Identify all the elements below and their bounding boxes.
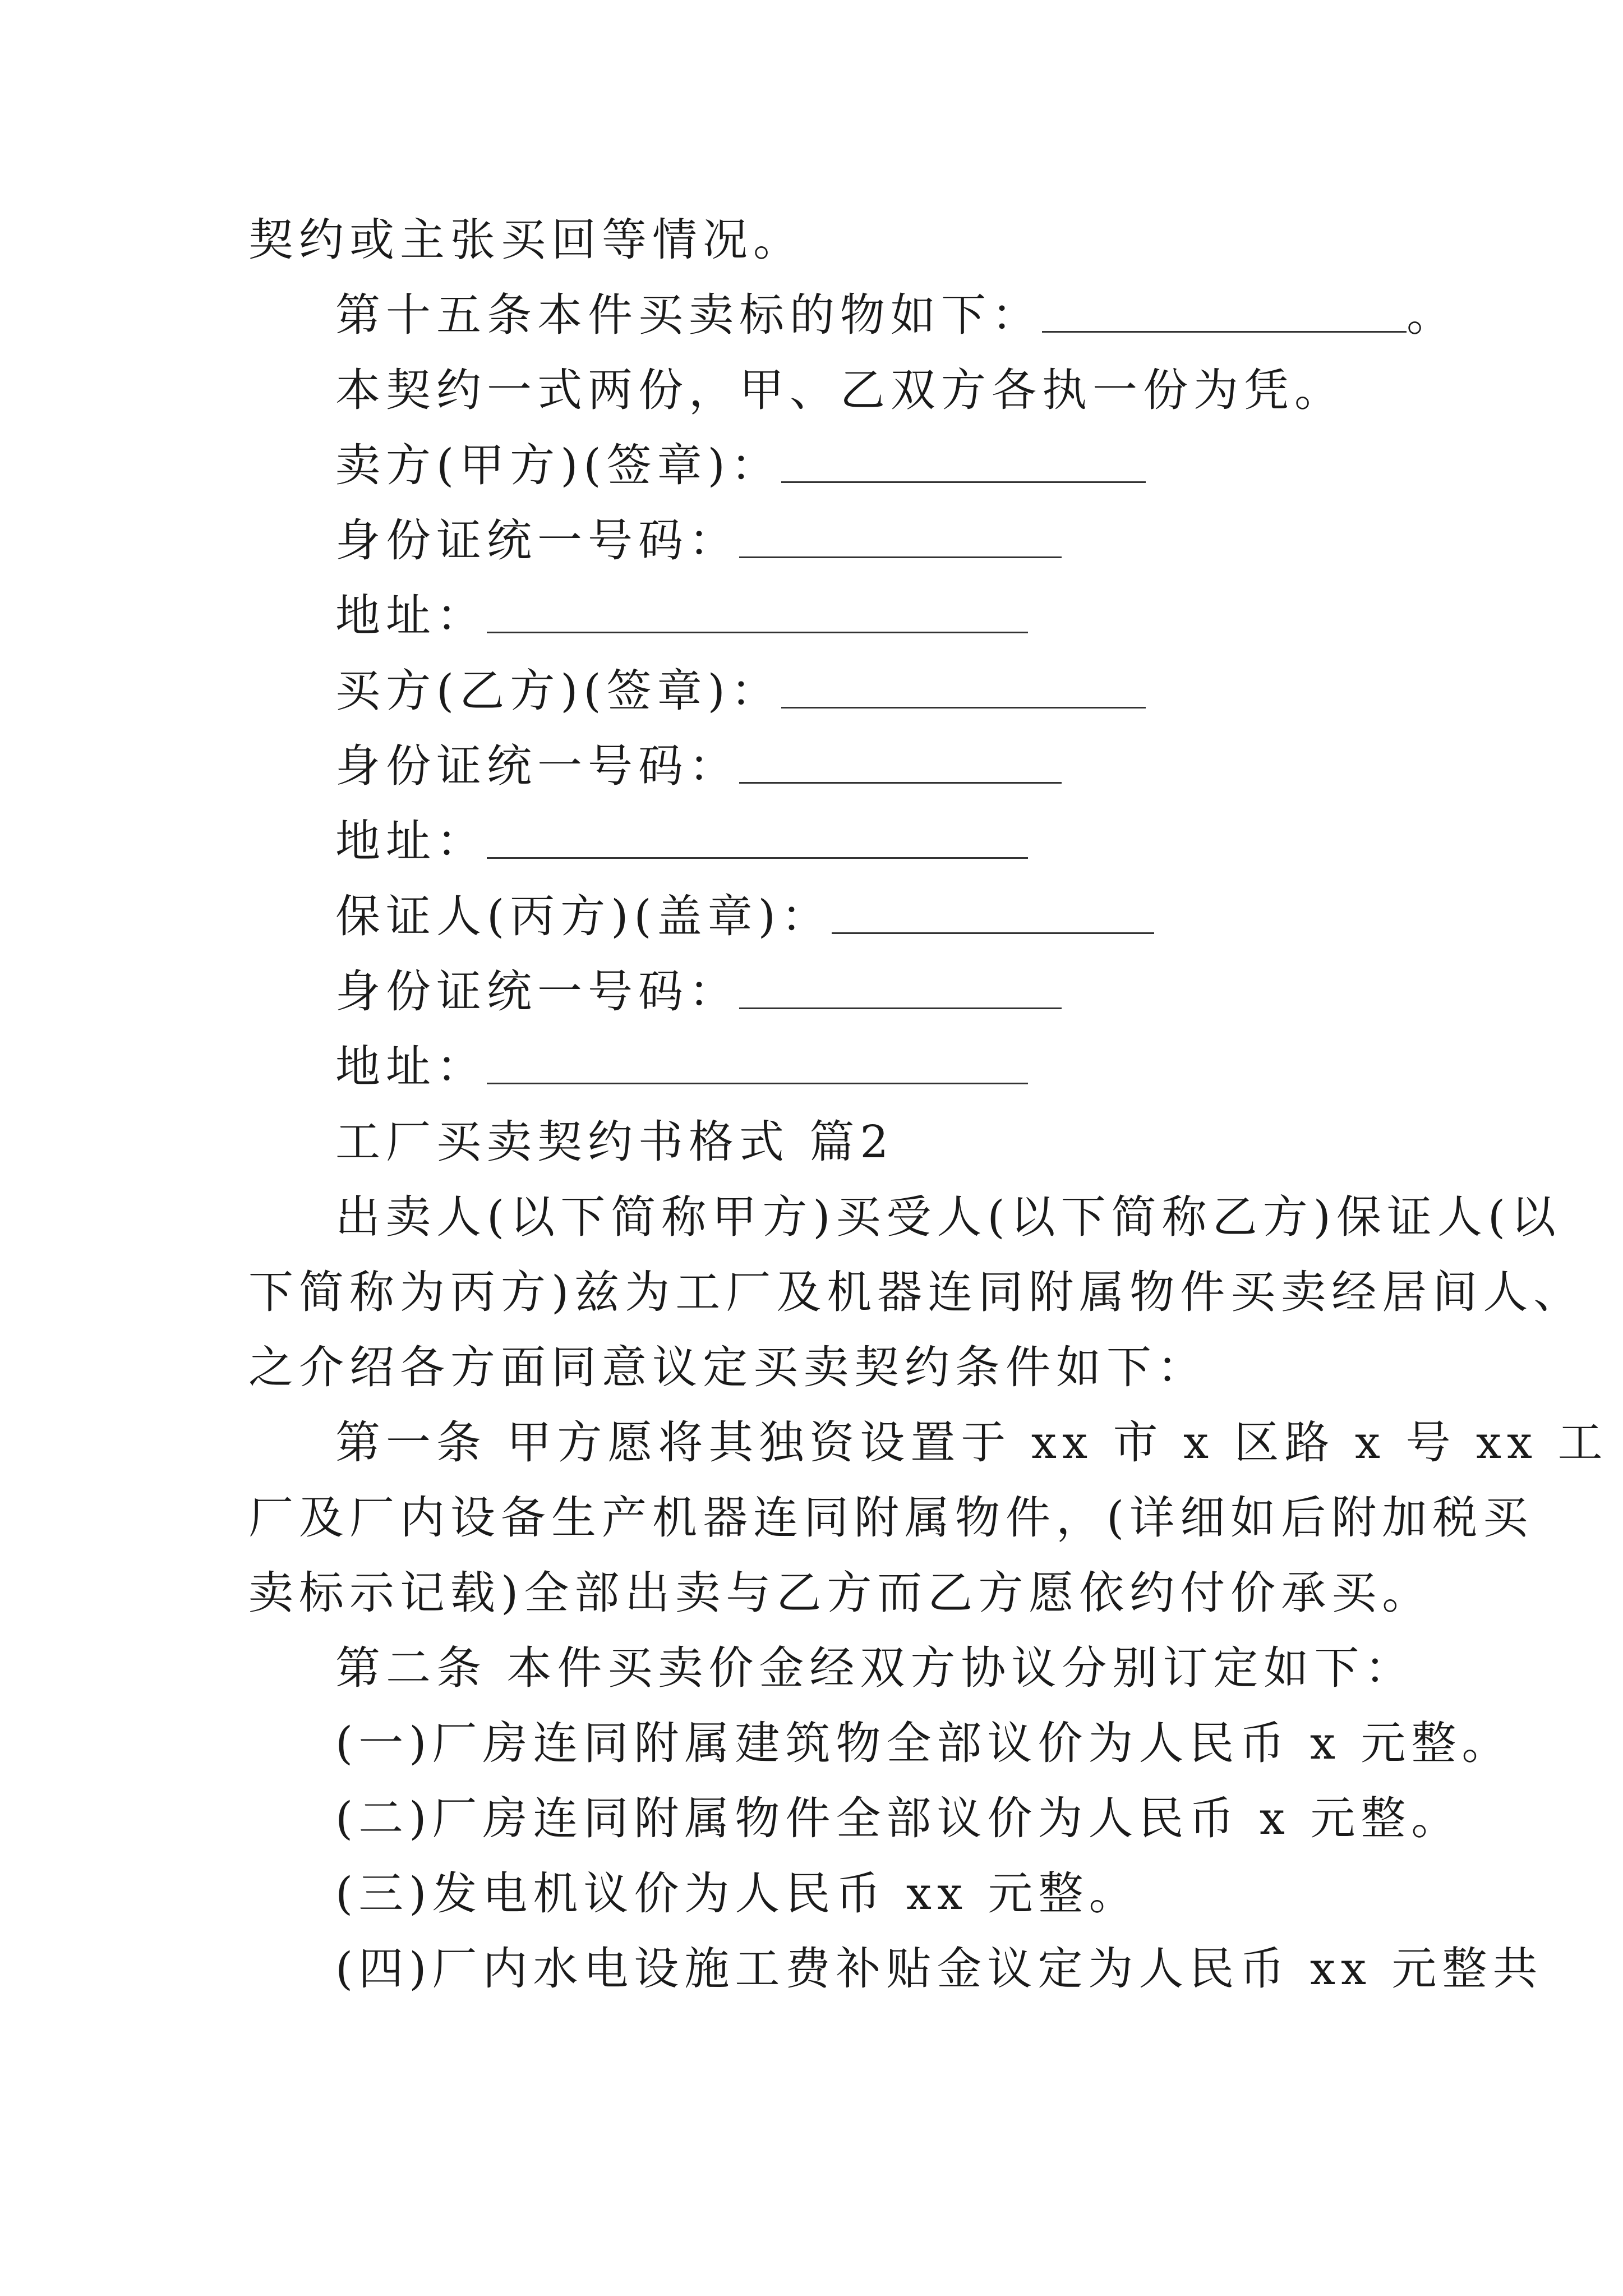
buyer-id-blank bbox=[739, 738, 1062, 784]
buyer-signature-blank bbox=[781, 663, 1146, 708]
article-2: 第二条 本件买卖价金经双方协议分别订定如下： bbox=[335, 1642, 1415, 1694]
price-item-4: (四)厂内水电设施工费补贴金议定为人民币 xx 元整共 bbox=[335, 1943, 1543, 1995]
seller-id-blank bbox=[739, 513, 1062, 558]
buyer-id-label: 身份证统一号码： bbox=[335, 740, 739, 792]
article-15-text: 第十五条本件买卖标的物如下： bbox=[335, 289, 1042, 341]
seller-address-blank bbox=[487, 588, 1028, 633]
article-15-end: 。 bbox=[1407, 289, 1457, 341]
buyer-address-blank bbox=[487, 813, 1028, 859]
guarantor-address-line bbox=[335, 1039, 1028, 1095]
guarantor-address-blank bbox=[487, 1039, 1028, 1084]
article-15-line bbox=[335, 287, 1457, 343]
seller-id-line bbox=[335, 513, 1062, 569]
buyer-address-label: 地址： bbox=[335, 815, 487, 867]
copies-statement: 本契约一式两份，甲、乙双方各执一份为凭。 bbox=[335, 364, 1345, 416]
guarantor-signature-blank bbox=[832, 889, 1154, 934]
guarantor-id-line bbox=[335, 964, 1062, 1020]
price-item-2: (二)厂房连同附属物件全部议价为人民币 x 元整。 bbox=[335, 1792, 1462, 1844]
seller-label: 卖方(甲方)(签章)： bbox=[335, 439, 781, 491]
article-1-line-2: 厂及厂内设备生产机器连同附属物件，(详细如后附加税买 bbox=[248, 1492, 1534, 1544]
article-1-line-1: 第一条 甲方愿将其独资设置于 xx 市 x 区路 x 号 xx 工 bbox=[335, 1416, 1608, 1469]
price-item-1: (一)厂房连同附属建筑物全部议价为人民币 x 元整。 bbox=[335, 1717, 1513, 1769]
seller-signature-blank bbox=[781, 438, 1146, 483]
guarantor-id-blank bbox=[739, 964, 1062, 1009]
buyer-signature-line bbox=[335, 663, 1146, 719]
paragraph-tail: 契约或主张买回等情况。 bbox=[248, 214, 804, 266]
intro-line-1: 出卖人(以下简称甲方)买受人(以下简称乙方)保证人(以 bbox=[335, 1191, 1562, 1243]
guarantor-signature-line bbox=[335, 889, 1154, 945]
buyer-id-line bbox=[335, 738, 1062, 794]
intro-line-2: 下简称为丙方)兹为工厂及机器连同附属物件买卖经居间人、 bbox=[248, 1266, 1584, 1318]
seller-id-label: 身份证统一号码： bbox=[335, 514, 739, 567]
seller-signature-line bbox=[335, 438, 1146, 494]
article-15-blank bbox=[1042, 287, 1407, 333]
section-title: 工厂买卖契约书格式 篇2 bbox=[335, 1116, 895, 1168]
guarantor-label: 保证人(丙方)(盖章)： bbox=[335, 890, 832, 942]
intro-line-3: 之介绍各方面同意议定买卖契约条件如下： bbox=[248, 1341, 1207, 1393]
guarantor-id-label: 身份证统一号码： bbox=[335, 965, 739, 1018]
guarantor-address-label: 地址： bbox=[335, 1041, 487, 1093]
article-1-line-3: 卖标示记载)全部出卖与乙方而乙方愿依约付价承买。 bbox=[248, 1567, 1433, 1619]
buyer-label: 买方(乙方)(签章)： bbox=[335, 665, 781, 717]
price-item-3: (三)发电机议价为人民币 xx 元整。 bbox=[335, 1867, 1140, 1920]
buyer-address-line bbox=[335, 813, 1028, 869]
seller-address-line bbox=[335, 588, 1028, 644]
seller-address-label: 地址： bbox=[335, 590, 487, 642]
